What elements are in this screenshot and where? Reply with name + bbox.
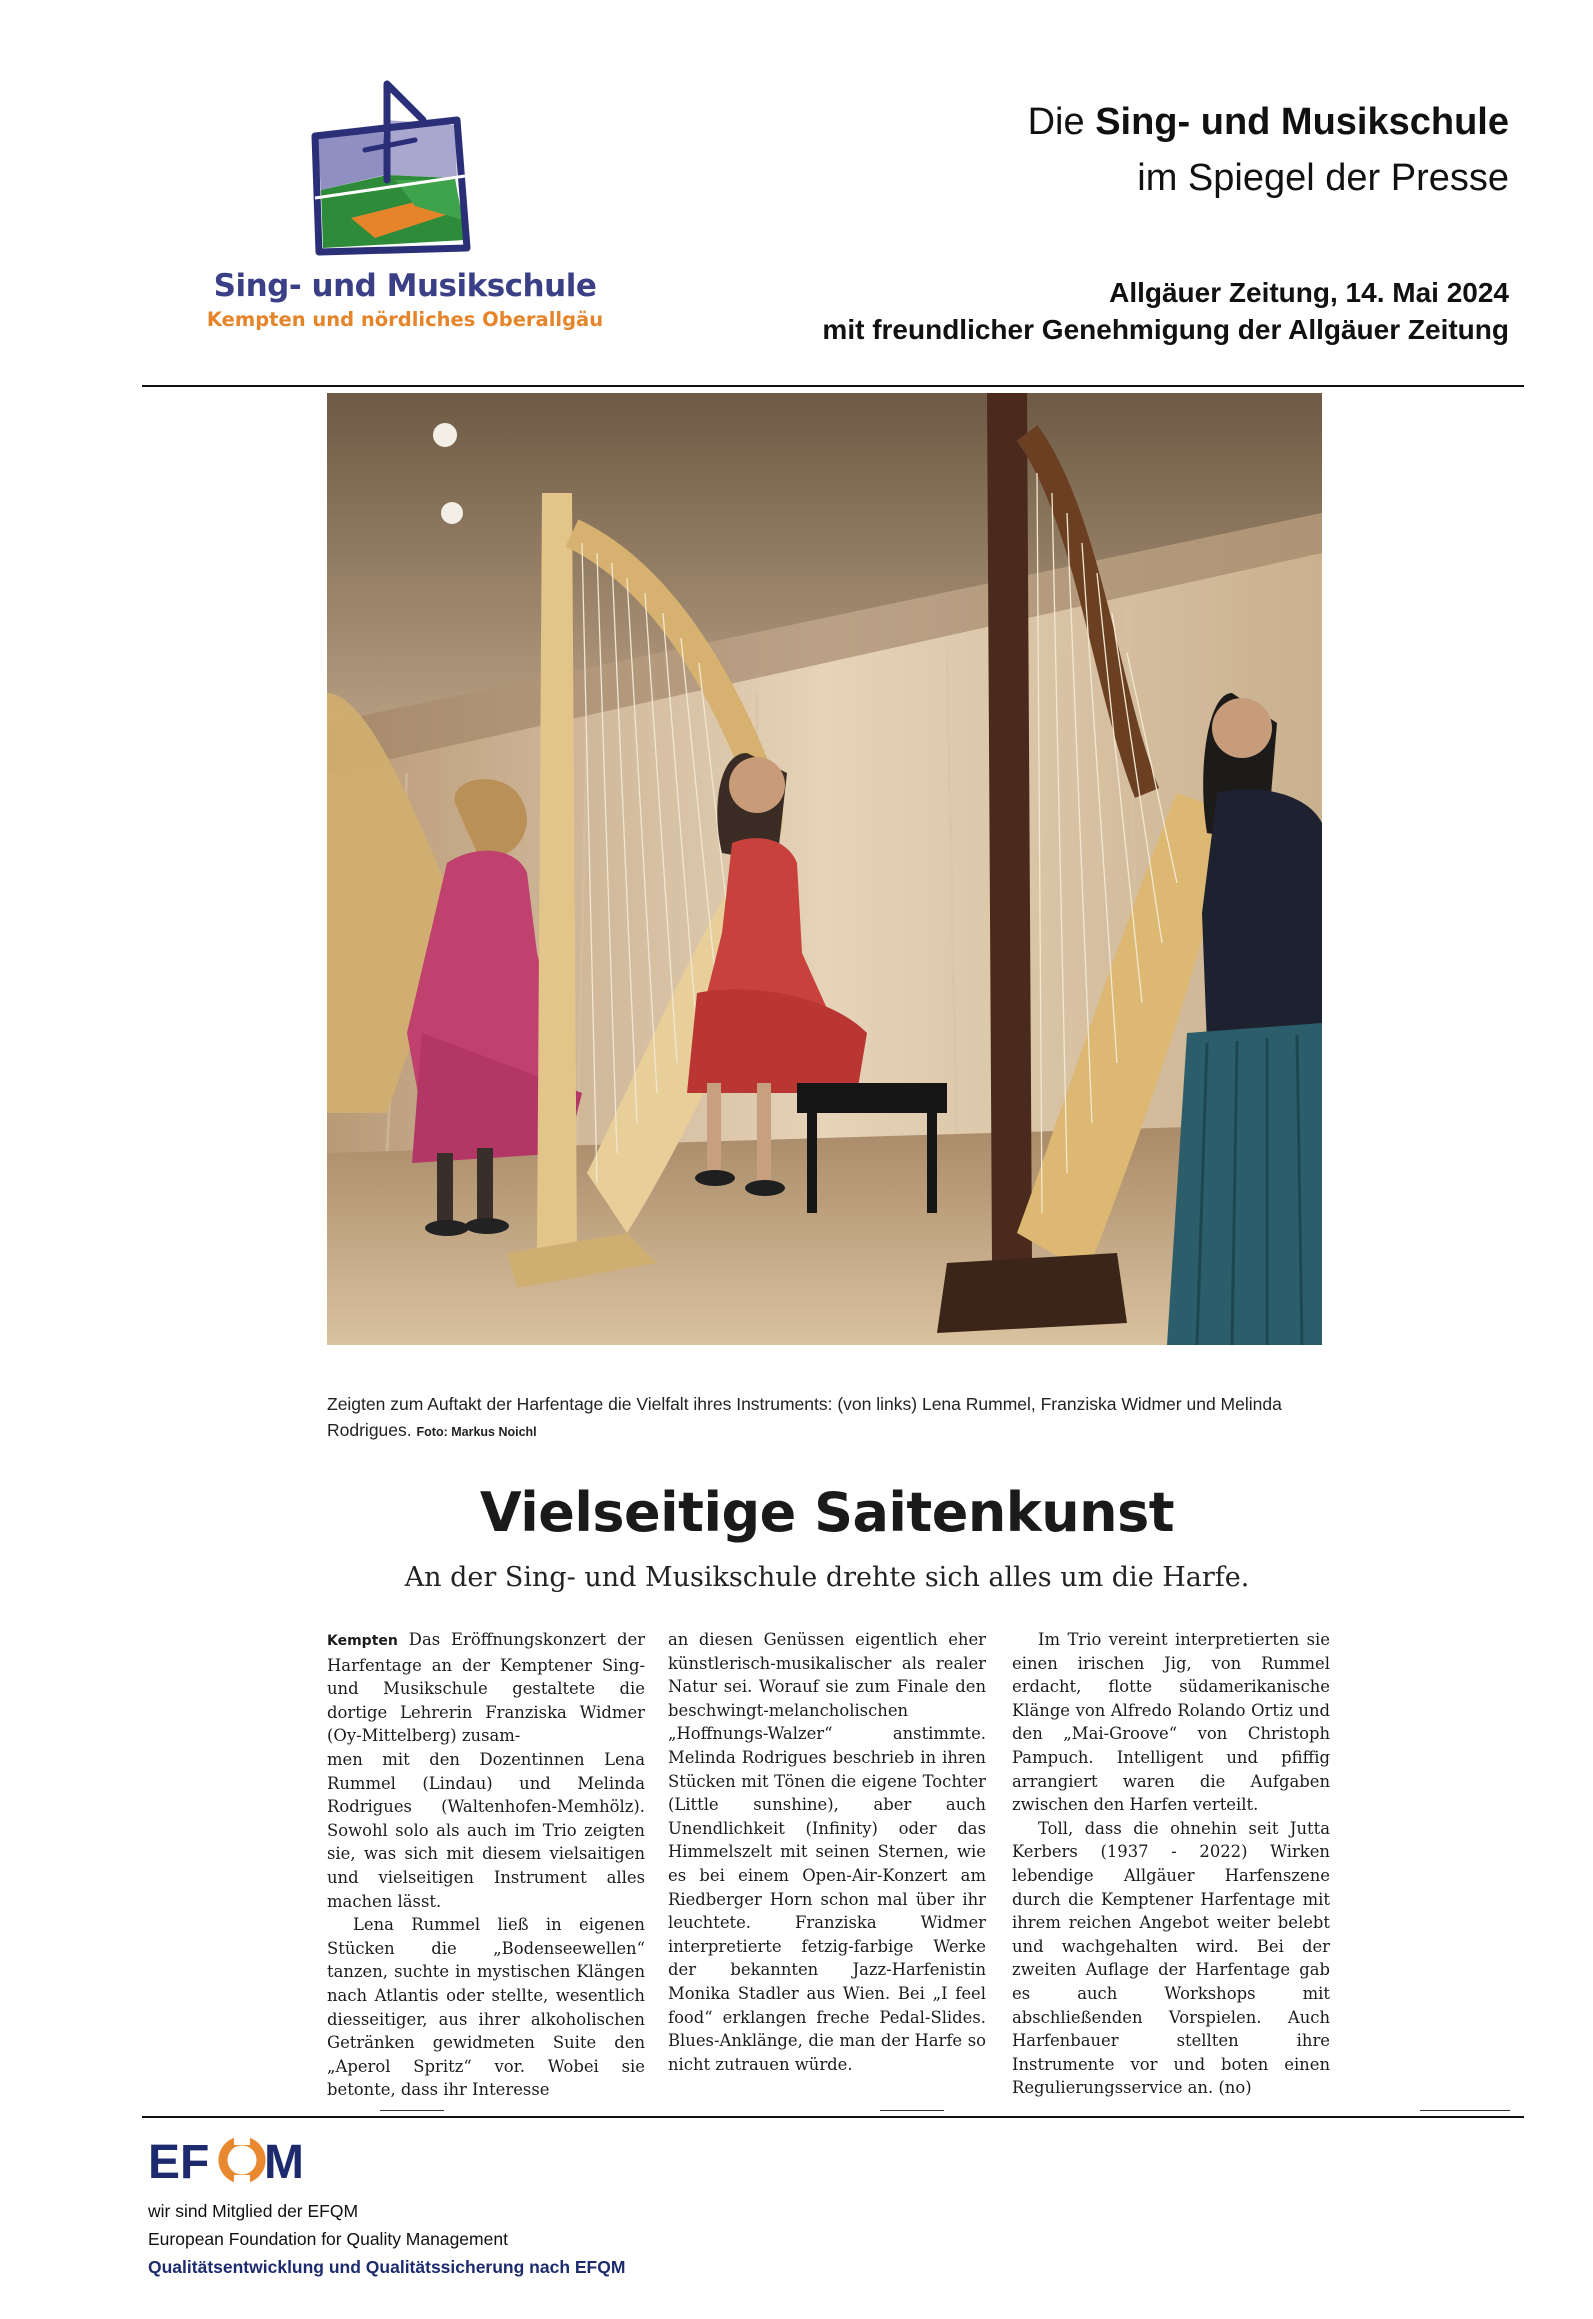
article-column-3 [1012,1628,1330,2100]
title-prefix: Die [1027,101,1085,143]
column-end-rule [1420,2110,1510,2111]
svg-text:EF: EF [148,2136,210,2186]
page-title-line2: im Spiegel der Presse [1137,157,1509,199]
efqm-logo-icon [148,2134,318,2186]
article-column-1 [327,1628,645,2102]
article-dateline: Kempten [327,1633,398,1649]
article-subheadline: An der Sing- und Musikschule drehte sich alles um die Harfe. [404,1562,1250,1593]
article-paragraph [327,1628,645,1913]
logo-school-name: Sing- und Musikschule [213,268,597,304]
footer-divider [142,2116,1524,2118]
article-paragraph: Lena Rummel ließ in eigenen Stücken die „Bodenseewellen“ tanzen, suchte in mystischen Klängen nach Atlantis oder stellte, wesentlich diesseitiger, aus ihrer alkoholischen Getränken gewidmeten Suite den „Aperol Spritz“ vor. Wobei sie betonte, dass ihr Interesse [327,1915,645,2100]
column-end-rule [880,2110,944,2111]
svg-text:M: M [264,2136,304,2186]
article-column-2 [668,1628,986,2076]
source-publication: Allgäuer Zeitung, 14. Mai 2024 [1109,277,1509,308]
article-paragraph: Toll, dass die ohnehin seit Jutta Kerbers (1937 - 2022) Wirken lebendige Allgäuer Harfenszene durch die Kemptener Harfentage mit ihrem reichen Angebot weiter belebt und wachgehalten wird. Bei der zweiten Auflage der Harfentage gab es auch Workshops mit abschließenden Vorspielen. Auch Harfenbauer stellten ihre Instrumente vor und boten einen Regulierungsservice an. (no) [1012,1818,1330,2098]
article-paragraph: an diesen Genüssen eigentlich eher künstlerisch-musikalischer als realer Natur sei. Worauf sie zum Finale den beschwingt-melancholischen „Hoffnungs-Walzer“ anstimmte. Melinda Rodrigues beschrieb in ihren Stücken mit Tönen die eigene Tochter (Little sunshine), aber auch Unendlichkeit (Infinity) oder das Himmelszelt mit seinen Sternen, wie es bei einem Open-Air-Konzert am Riedberger Horn schon mal über ihr leuchtete. Franziska Widmer interpretierte fetzig-farbige Werke der bekannten Jazz-Harfenistin Monika Stadler aus Wien. Bei „I feel food“ erklangen freche Pedal-Slides. Blues-Anklänge, die man der Harfe so nicht zutrauen würde. [668,1630,986,2074]
school-logo [200,80,610,350]
efqm-quality-statement: Qualitätsentwicklung und Qualitätssicherung nach EFQM [148,2257,626,2277]
photo-caption [327,1391,1327,1445]
article-headline: Vielseitige Saitenkunst [479,1481,1175,1544]
article-paragraph: Im Trio vereint interpretierten sie einen irischen Jig, von Rummel erdacht, flotte südamerikanische Klänge von Alfredo Rolando Ortiz und den „Mai-Groove“ von Christoph Pampuch. Intelligent und pfiffig arrangiert waren die Aufgaben zwischen den Harfen verteilt. [1012,1630,1330,1815]
efqm-full-name: European Foundation for Quality Management [148,2229,508,2249]
article-photo [327,393,1322,1345]
title-bold: Sing- und Musikschule [1095,101,1509,143]
efqm-logo [148,2134,318,2191]
paragraph-text: Das Eröffnungskonzert der Harfentage an der Kemptener Sing- und Musikschule gestaltete die dortige Lehrerin Franziska Widmer (Oy-Mittelberg) zusam- men mit den Dozentinnen Lena Rummel (Lindau) und Melinda Rodrigues (Waltenhofen-Memhölz). Sowohl solo als auch im Trio zeigten sie, was sich mit diesem vielsaitigen und vielseitigen Instrument alles machen lässt. [327,1630,645,1911]
harp-concert-photo [327,393,1322,1345]
header-divider [142,385,1524,387]
column-end-rule [380,2110,444,2111]
photo-credit: Foto: Markus Noichl [416,1425,537,1439]
caption-text: Zeigten zum Auftakt der Harfentage die Vielfalt ihres Instruments: (von links) Lena Rummel, Franziska Widmer und Melinda Rodrigues. [327,1394,1282,1440]
efqm-membership: wir sind Mitglied der EFQM [148,2201,359,2221]
logo-school-region: Kempten und nördliches Oberallgäu [206,308,604,331]
school-logo-icon [305,80,505,260]
page-title [1028,100,1509,144]
source-permission: mit freundlicher Genehmigung der Allgäuer Zeitung [822,314,1509,345]
